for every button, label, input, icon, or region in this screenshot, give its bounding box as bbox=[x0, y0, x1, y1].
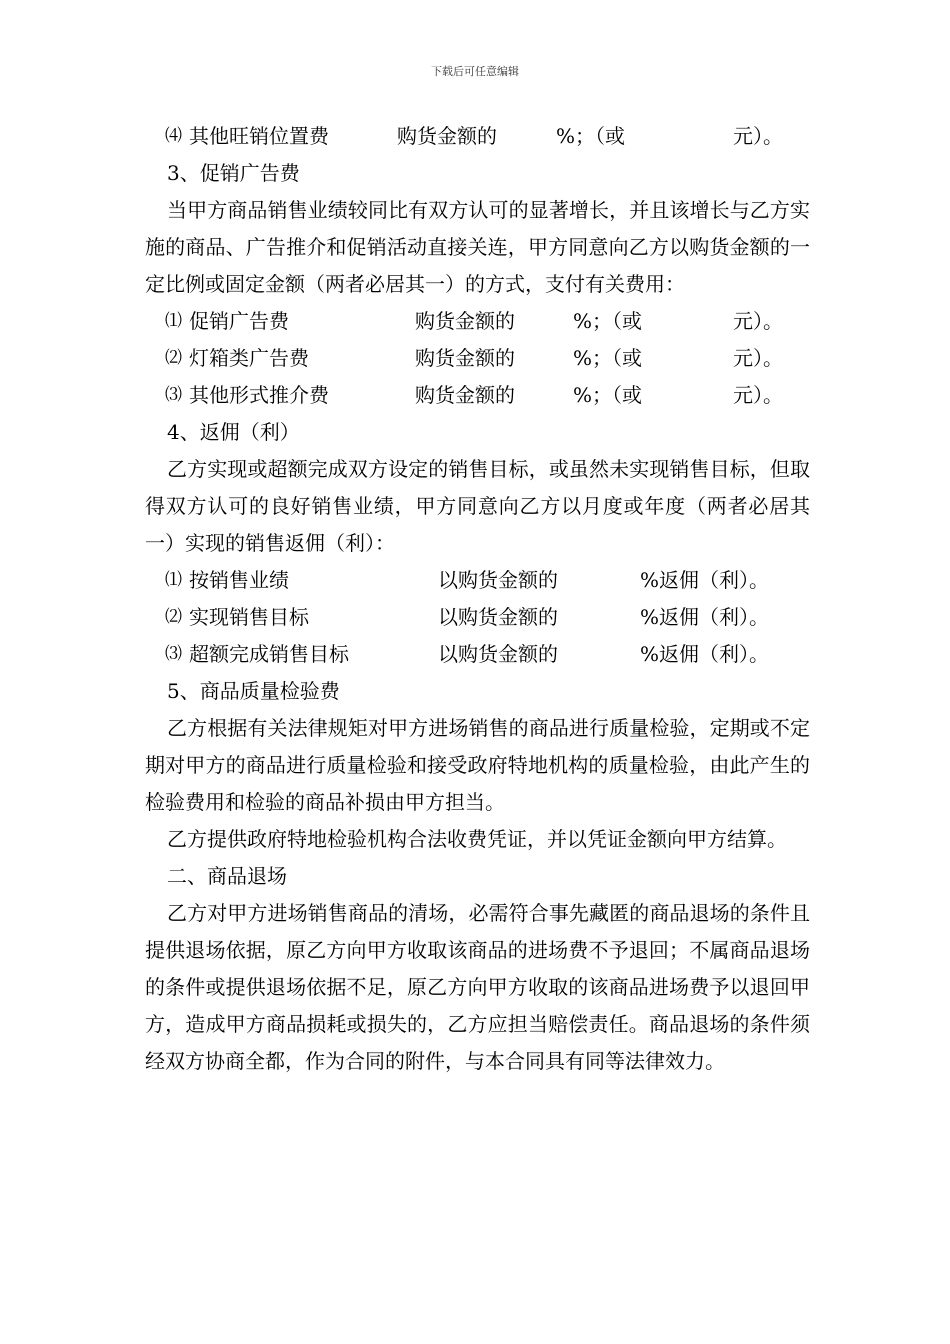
item-name: 其他旺销位置费 bbox=[189, 124, 329, 148]
rebate-item-row bbox=[145, 599, 810, 636]
item-name: 按销售业绩 bbox=[189, 568, 289, 592]
item-percent: %；（或 bbox=[573, 346, 643, 370]
rebate-item-row bbox=[145, 562, 810, 599]
section-4-title: 4、返佣（利） bbox=[167, 420, 300, 444]
item-name: 实现销售目标 bbox=[189, 605, 309, 629]
item-basis: 以购货金额的 bbox=[438, 568, 558, 592]
item-number: ⑵ bbox=[165, 607, 182, 627]
section-5-paragraph-2: 乙方提供政府特地检验机构合法收费凭证，并以凭证金额向甲方结算。 bbox=[167, 827, 787, 851]
item-name: 促销广告费 bbox=[189, 309, 289, 333]
document-body bbox=[145, 118, 810, 1080]
item-basis: 以购货金额的 bbox=[438, 605, 558, 629]
fee-item-row bbox=[145, 303, 810, 340]
item-number: ⑵ bbox=[165, 348, 182, 368]
page-header: 下载后可任意编辑 bbox=[431, 65, 519, 78]
item-basis: 购货金额的 bbox=[397, 124, 497, 148]
part-2-paragraph: 乙方对甲方进场销售商品的清场，必需符合事先藏匿的商品退场的条件且提供退场依据，原乙方向甲方收取该商品的进场费不予退回；不属商品退场的条件或提供退场依据不足，原乙方向甲方收取的该商品进场费予以退回甲方，造成甲方商品损耗或损失的，乙方应担当赔偿责任。商品退场的条件须经双方协商全都，作为合同的附件，与本合同具有同等法律效力。 bbox=[145, 901, 810, 1073]
section-4-paragraph: 乙方实现或超额完成双方设定的销售目标，或虽然未实现销售目标，但取得双方认可的良好销售业绩，甲方同意向乙方以月度或年度（两者必居其一）实现的销售返佣（利）： bbox=[145, 457, 810, 555]
item-yuan: 元）。 bbox=[733, 346, 783, 370]
part-2-title: 二、商品退场 bbox=[167, 864, 287, 888]
item-percent: %；（或 bbox=[573, 383, 643, 407]
fee-item-row bbox=[145, 377, 810, 414]
item-number: ⑶ bbox=[165, 644, 182, 664]
item-rebate: %返佣（利）。 bbox=[640, 568, 770, 592]
item-basis: 购货金额的 bbox=[415, 383, 515, 407]
item-number: ⑶ bbox=[165, 385, 182, 405]
section-3-title: 3、促销广告费 bbox=[167, 161, 300, 185]
fee-item-row bbox=[145, 340, 810, 377]
item-basis: 以购货金额的 bbox=[438, 642, 558, 666]
item-basis: 购货金额的 bbox=[415, 346, 515, 370]
item-basis: 购货金额的 bbox=[415, 309, 515, 333]
item-number: ⑷ bbox=[165, 126, 182, 146]
item-name: 灯箱类广告费 bbox=[189, 346, 309, 370]
section-5-title: 5、商品质量检验费 bbox=[167, 679, 340, 703]
section-3-paragraph: 当甲方商品销售业绩较同比有双方认可的显著增长，并且该增长与乙方实施的商品、广告推介和促销活动直接关连，甲方同意向乙方以购货金额的一定比例或固定金额（两者必居其一）的方式，支付有关费用： bbox=[145, 198, 810, 296]
section-5-paragraph-1: 乙方根据有关法律规矩对甲方进场销售的商品进行质量检验，定期或不定期对甲方的商品进行质量检验和接受政府特地机构的质量检验，由此产生的检验费用和检验的商品补损由甲方担当。 bbox=[145, 716, 810, 814]
fee-item-row bbox=[145, 118, 810, 155]
item-name: 其他形式推介费 bbox=[189, 383, 329, 407]
item-percent: %；（或 bbox=[573, 309, 643, 333]
item-yuan: 元）。 bbox=[733, 383, 783, 407]
item-yuan: 元）。 bbox=[733, 124, 783, 148]
item-name: 超额完成销售目标 bbox=[189, 642, 349, 666]
item-rebate: %返佣（利）。 bbox=[640, 605, 770, 629]
item-percent: %；（或 bbox=[556, 124, 626, 148]
item-rebate: %返佣（利）。 bbox=[640, 642, 770, 666]
rebate-item-row bbox=[145, 636, 810, 673]
item-yuan: 元）。 bbox=[733, 309, 783, 333]
item-number: ⑴ bbox=[165, 570, 182, 590]
item-number: ⑴ bbox=[165, 311, 182, 331]
